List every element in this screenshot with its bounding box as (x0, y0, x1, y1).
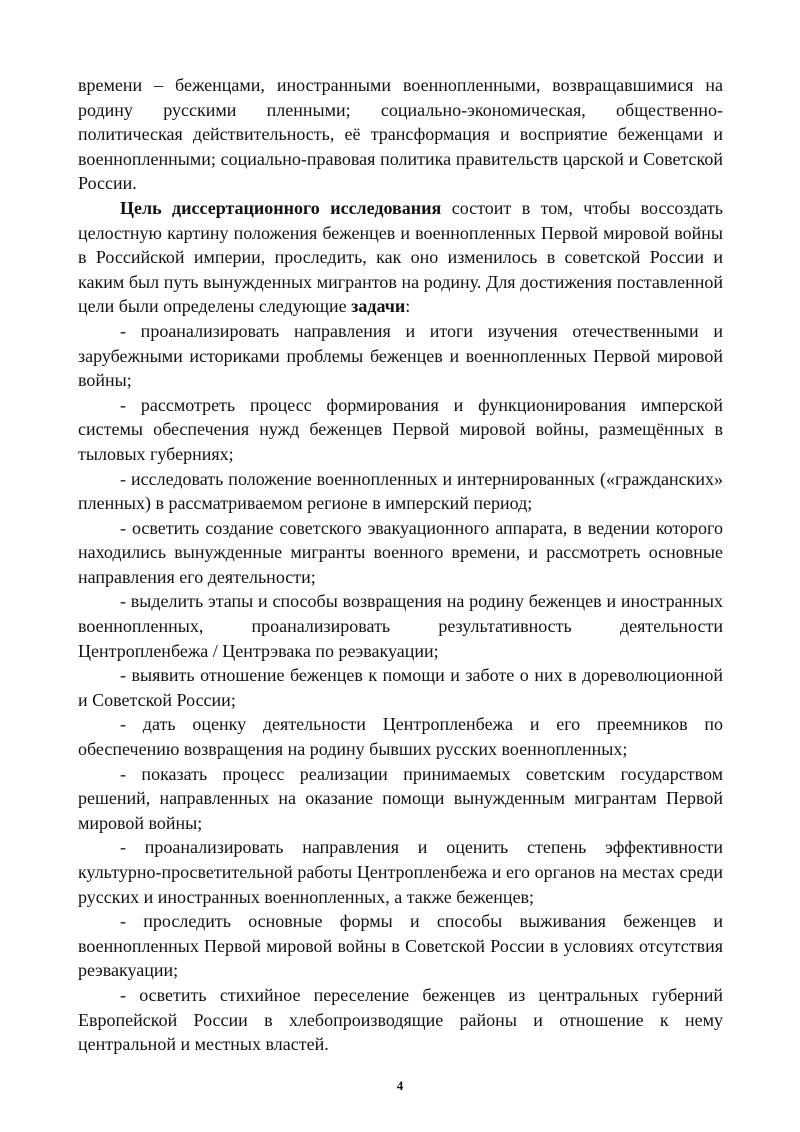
task-item: - выявить отношение беженцев к помощи и заботе о них в дореволюционной и Советской России; (78, 665, 723, 710)
task-item: - проследить основные формы и способы выживания беженцев и военнопленных Первой мировой войны в Советской России в условиях отсутствия реэвакуации; (78, 911, 723, 981)
task-item: - показать процесс реализации принимаемых советским государством решений, направленных на оказание помощи вынужденным мигрантам Первой мировой войны; (78, 763, 723, 833)
task-item: - проанализировать направления и оценить степень эффективности культурно-просветительной работы Центропленбежа и его органов на местах среди русских и иностранных военнопленных, а также беженцев; (78, 837, 723, 907)
goal-text: состоит в том, чтобы воссоздать целостную картину положения беженцев и военнопленных Первой мировой войны в Российской империи, проследить, как оно изменилось в советской России и каким был путь вынужденных мигрантов на родину. Для достижения поставленной цели были определены следующие (78, 197, 723, 317)
task-item: - проанализировать направления и итоги изучения отечественными и зарубежными историками проблемы беженцев и военнопленных Первой мировой войны; (78, 320, 723, 391)
task-item: - осветить стихийное переселение беженцев из центральных губерний Европейской России в хлебопроизводящие районы и отношение к нему центральной и местных властей. (78, 984, 723, 1055)
task-item: - исследовать положение военнопленных и интернированных («гражданских» пленных) в рассматриваемом регионе в имперский период; (78, 468, 723, 514)
task-item: - дать оценку деятельности Центропленбежа и его преемников по обеспечению возвращения на родину бывших русских военнопленных; (78, 714, 723, 760)
goal-colon: : (405, 296, 411, 317)
goal-paragraph (78, 196, 723, 319)
task-item: - рассмотреть процесс формирования и функционирования имперской системы обеспечения нужд беженцев Первой мировой войны, размещённых в тыловых губерниях; (78, 394, 723, 464)
page-number: 4 (396, 1078, 404, 1093)
tasks-word: задачи (351, 296, 406, 317)
page-body (78, 73, 723, 1057)
goal-lead: Цель диссертационного исследования (120, 197, 442, 218)
task-item: - осветить создание советского эвакуационного аппарата, в ведении которого находились вынужденные мигранты военного времени, и рассмотреть основные направления его деятельности; (78, 517, 723, 587)
intro-paragraph: времени – беженцами, иностранными военнопленными, возвращавшимися на родину русскими пленными; социально-экономическая, общественно-политическая действительность, её трансформация и восприятие беженцами и военнопленными; социально-правовая политика правительств царской и Советской России. (78, 75, 723, 194)
task-item: - выделить этапы и способы возвращения на родину беженцев и иностранных военнопленных, проанализировать результативность деятельности Центропленбежа / Центрэвака по реэвакуации; (78, 591, 723, 661)
